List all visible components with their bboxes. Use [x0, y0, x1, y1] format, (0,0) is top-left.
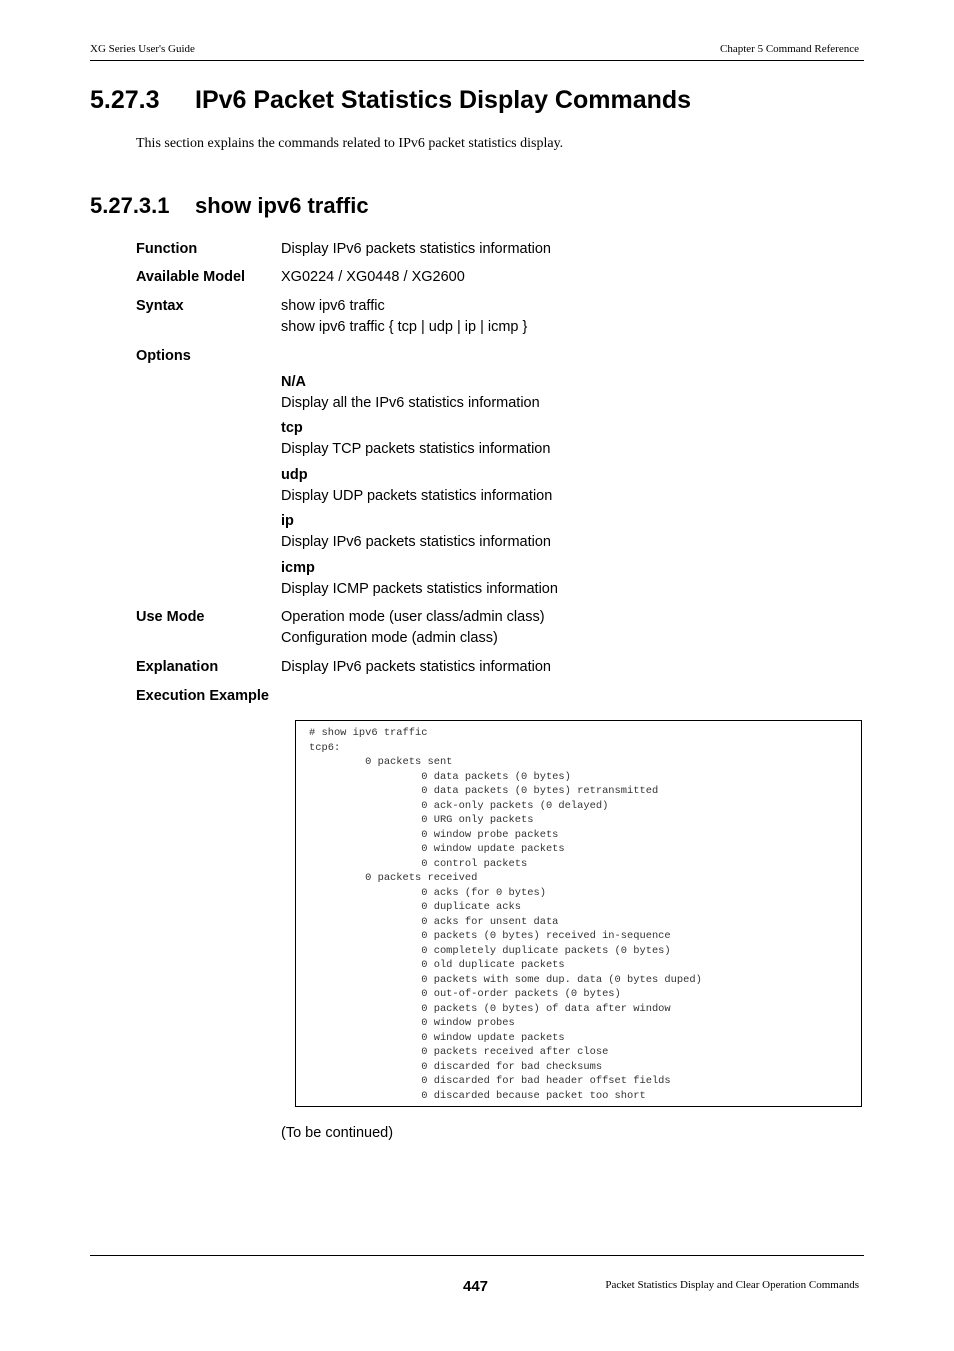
option-name: N/A	[281, 374, 306, 390]
options-label: Options	[136, 348, 191, 364]
available-model-value: XG0224 / XG0448 / XG2600	[281, 269, 465, 285]
option-name: ip	[281, 513, 294, 529]
option-description: Display UDP packets statistics information	[281, 488, 553, 504]
execution-example-code: # show ipv6 traffic tcp6: 0 packets sent 0 data packets (0 bytes) 0 data packets (0 bytes) retransmitted 0 ack-only packets (0 delayed) 0 URG only packets 0 window probe packets 0 window update packets 0 control packets 0 packets received 0 acks (for 0 bytes) 0 duplicate acks 0 acks for unsent data 0 packets (0 bytes) received in-sequence 0 completely duplicate packets (0 bytes) 0 old duplicate packets 0 packets with some dup. data (0 bytes duped) 0 out-of-order packets (0 bytes) 0 packets (0 bytes) of data after window 0 window probes 0 window update packets 0 packets received after close 0 discarded for bad checksums 0 discarded for bad header offset fields 0 discarded because packet too short	[309, 727, 702, 1102]
section-title: IPv6 Packet Statistics Display Commands	[195, 86, 692, 114]
option-name: icmp	[281, 560, 315, 576]
execution-example-label: Execution Example	[136, 688, 269, 704]
option-name: tcp	[281, 420, 303, 436]
available-model-label: Available Model	[136, 269, 246, 285]
subsection-number: 5.27.3.1	[90, 193, 170, 218]
option-description: Display ICMP packets statistics information	[281, 581, 558, 597]
option-description: Display all the IPv6 statistics information	[281, 395, 540, 411]
syntax-line-1: show ipv6 traffic	[281, 298, 385, 314]
section-heading	[90, 86, 691, 115]
option-description: Display IPv6 packets statistics information	[281, 534, 551, 550]
to-be-continued-note: (To be continued)	[281, 1125, 394, 1141]
function-value: Display IPv6 packets statistics information	[281, 241, 551, 257]
use-mode-label: Use Mode	[136, 609, 205, 625]
page-number: 447	[463, 1278, 489, 1295]
header-guide-title: XG Series User's Guide	[90, 43, 195, 55]
section-intro: This section explains the commands related to IPv6 packet statistics display.	[136, 136, 564, 151]
footer-title: Packet Statistics Display and Clear Operation Commands	[605, 1279, 859, 1291]
explanation-label: Explanation	[136, 659, 219, 675]
execution-example-box	[295, 720, 862, 1107]
use-mode-line-1: Operation mode (user class/admin class)	[281, 609, 545, 625]
header-chapter-title: Chapter 5 Command Reference	[720, 43, 859, 55]
explanation-value: Display IPv6 packets statistics information	[281, 659, 551, 675]
use-mode-line-2: Configuration mode (admin class)	[281, 630, 498, 646]
syntax-label: Syntax	[136, 298, 184, 314]
page-header	[90, 40, 864, 61]
subsection-heading	[90, 193, 369, 219]
syntax-line-2: show ipv6 traffic { tcp | udp | ip | icmp }	[281, 319, 528, 335]
section-number: 5.27.3	[90, 86, 160, 114]
subsection-title: show ipv6 traffic	[195, 193, 369, 218]
page-footer	[90, 1255, 864, 1296]
option-name: udp	[281, 467, 308, 483]
option-description: Display TCP packets statistics information	[281, 441, 551, 457]
function-label: Function	[136, 241, 198, 257]
